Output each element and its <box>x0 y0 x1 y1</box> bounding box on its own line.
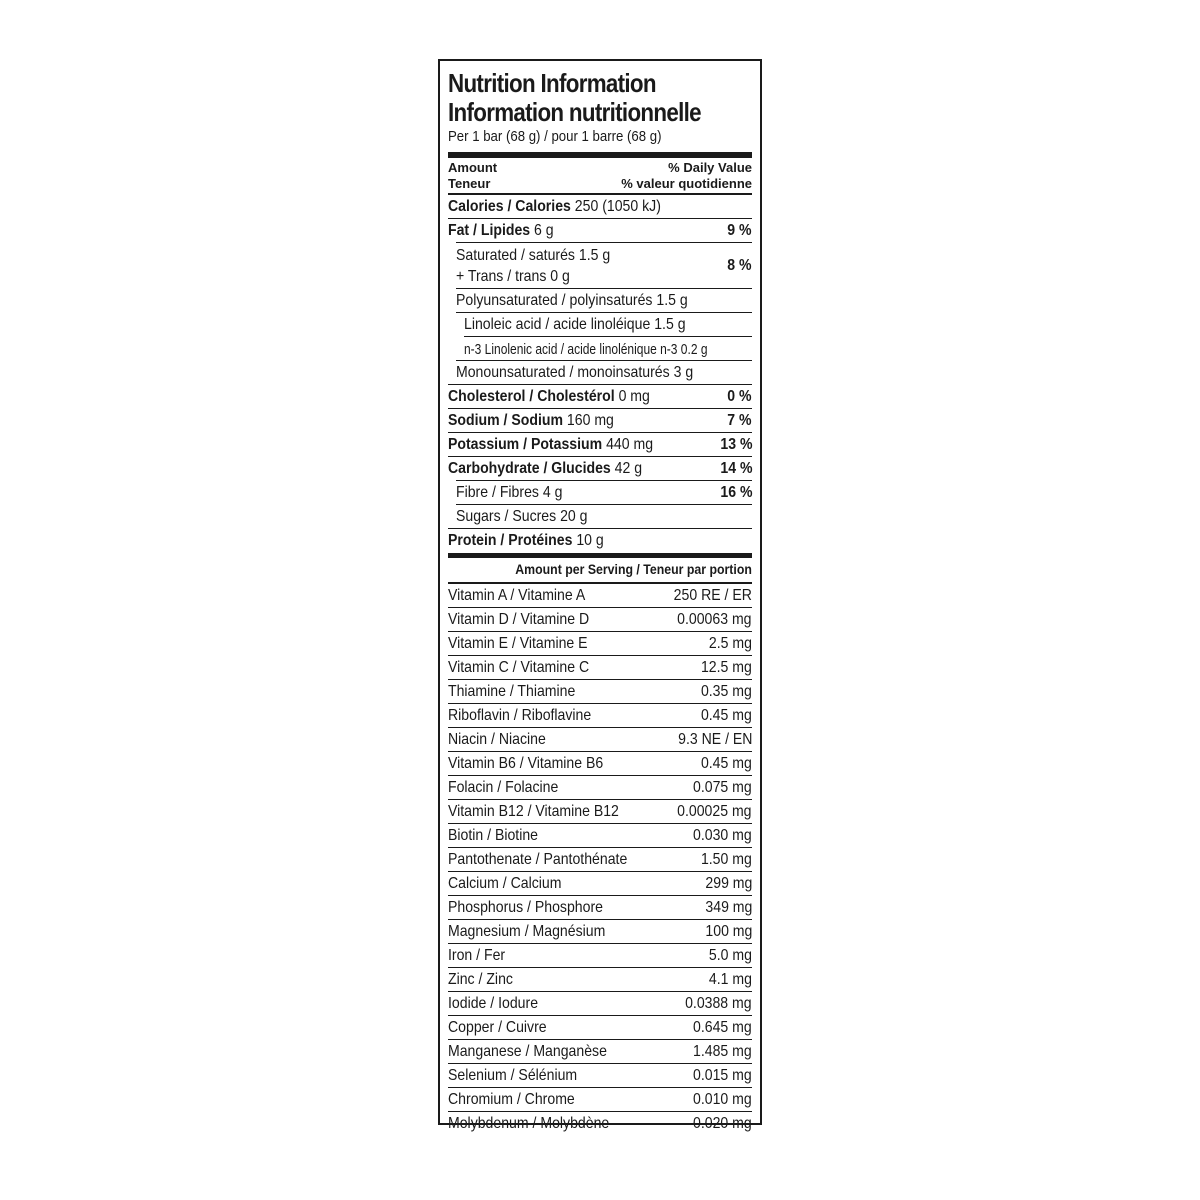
vitamin-amount: 0.45 mg <box>701 706 752 724</box>
vitamin-name: Folacin / Folacine <box>448 778 559 796</box>
title-french: Information nutritionnelle <box>448 97 701 127</box>
sodium-label: Sodium / Sodium <box>448 411 563 429</box>
mineral-row <box>448 872 752 896</box>
mineral-amount: 100 mg <box>705 922 752 940</box>
saturated-percent: 8 % <box>727 257 752 274</box>
vitamin-row <box>448 584 752 608</box>
mineral-name: Copper / Cuivre <box>448 1018 547 1036</box>
nutrition-facts-label <box>438 59 762 1132</box>
vitamin-row <box>448 824 752 848</box>
potassium-label: Potassium / Potassium <box>448 435 603 453</box>
vitamin-amount: 0.030 mg <box>693 826 752 844</box>
mineral-row <box>448 944 752 968</box>
carbohydrate-percent: 14 % <box>719 460 752 477</box>
vitamin-row <box>448 728 752 752</box>
fat-row <box>448 219 752 243</box>
mineral-amount: 0.010 mg <box>693 1090 752 1108</box>
fibre-percent: 16 % <box>719 484 752 501</box>
mineral-name: Selenium / Sélénium <box>448 1066 578 1084</box>
potassium-percent: 13 % <box>719 435 752 453</box>
sodium-row <box>448 409 752 433</box>
vitamin-amount: 9.3 NE / EN <box>677 730 752 748</box>
vitamin-name: Vitamin A / Vitamine A <box>448 586 586 604</box>
vitamin-row <box>448 704 752 728</box>
carbohydrate-value: 42 g <box>614 460 643 477</box>
vitamin-name: Niacin / Niacine <box>448 730 546 748</box>
protein-value: 10 g <box>576 532 604 549</box>
vitamin-name: Vitamin B6 / Vitamine B6 <box>448 754 604 772</box>
vitamin-amount: 0.35 mg <box>701 682 752 700</box>
vitamin-list <box>448 584 752 1136</box>
vitamin-amount: 2.5 mg <box>708 634 752 652</box>
vitamin-name: Pantothenate / Pantothénate <box>448 850 628 868</box>
mineral-row <box>448 920 752 944</box>
teneur-label: Teneur <box>448 176 491 191</box>
cholesterol-label: Cholesterol / Cholestérol <box>448 387 615 405</box>
linolenic-row <box>448 337 752 361</box>
fat-percent: 9 % <box>727 222 752 239</box>
mineral-name: Chromium / Chrome <box>448 1090 575 1108</box>
vitamin-name: Biotin / Biotine <box>448 826 539 844</box>
mineral-amount: 4.1 mg <box>708 970 752 988</box>
mineral-name: Phosphorus / Phosphore <box>448 898 603 916</box>
mineral-name: Zinc / Zinc <box>448 970 513 988</box>
mineral-amount: 1.485 mg <box>693 1042 752 1060</box>
vitamin-name: Vitamin B12 / Vitamine B12 <box>448 802 619 820</box>
calories-value: 250 (1050 kJ) <box>574 197 661 215</box>
fat-label: Fat / Lipides <box>448 222 531 239</box>
cholesterol-percent: 0 % <box>727 387 752 405</box>
linolenic-label: n-3 Linolenic acid / acide linolénique n-3 0.2 g <box>464 340 708 358</box>
linoleic-row <box>448 313 752 337</box>
cholesterol-row <box>448 385 752 409</box>
mineral-amount: 0.020 mg <box>693 1115 752 1132</box>
mineral-amount: 5.0 mg <box>708 946 752 964</box>
calories-label: Calories / Calories <box>448 197 571 215</box>
protein-label: Protein / Protéines <box>448 532 573 549</box>
saturated-label: Saturated / saturés 1.5 g <box>456 247 611 264</box>
vitamin-name: Thiamine / Thiamine <box>448 682 576 700</box>
linoleic-label: Linoleic acid / acide linoléique 1.5 g <box>464 316 686 333</box>
mineral-amount: 0.645 mg <box>693 1018 752 1036</box>
vitamin-amount: 1.50 mg <box>701 850 752 868</box>
mineral-name: Molybdenum / Molybdène <box>448 1115 610 1132</box>
daily-value-label: % Daily Value <box>668 160 752 175</box>
amount-per-serving-header <box>448 558 752 584</box>
vitamin-row <box>448 656 752 680</box>
sugars-row <box>448 505 752 529</box>
mineral-amount: 0.015 mg <box>693 1066 752 1084</box>
mineral-name: Manganese / Manganèse <box>448 1042 607 1060</box>
calories-row <box>448 195 752 219</box>
serving-size: Per 1 bar (68 g) / pour 1 barre (68 g) <box>448 128 662 145</box>
monounsaturated-row <box>448 361 752 385</box>
fibre-row <box>448 481 752 505</box>
potassium-value: 440 mg <box>606 435 654 453</box>
carbohydrate-label: Carbohydrate / Glucides <box>448 460 611 477</box>
fibre-label: Fibre / Fibres 4 g <box>456 484 563 501</box>
vitamin-row <box>448 680 752 704</box>
vitamin-amount: 250 RE / ER <box>673 586 752 604</box>
mineral-name: Magnesium / Magnésium <box>448 922 606 940</box>
vitamin-name: Vitamin D / Vitamine D <box>448 610 590 628</box>
mineral-row <box>448 968 752 992</box>
potassium-row <box>448 433 752 457</box>
vitamin-amount: 0.00025 mg <box>677 802 752 820</box>
vitamin-row <box>448 776 752 800</box>
mineral-name: Iodide / Iodure <box>448 994 539 1012</box>
mineral-row <box>448 896 752 920</box>
column-header <box>448 158 752 195</box>
vitamin-row <box>448 608 752 632</box>
sodium-value: 160 mg <box>566 411 614 429</box>
amount-label: Amount <box>448 160 498 175</box>
title-english: Nutrition Information <box>448 68 656 98</box>
vitamin-amount: 12.5 mg <box>701 658 752 676</box>
vitamin-name: Riboflavin / Riboflavine <box>448 706 592 724</box>
vitamin-amount: 0.075 mg <box>693 778 752 796</box>
sugars-label: Sugars / Sucres 20 g <box>456 507 588 525</box>
trans-label: + Trans / trans 0 g <box>456 268 570 285</box>
amount-per-serving-label: Amount per Serving / Teneur par portion <box>515 561 752 577</box>
sodium-percent: 7 % <box>727 411 752 429</box>
vitamin-name: Vitamin C / Vitamine C <box>448 658 590 676</box>
cholesterol-value: 0 mg <box>618 387 650 405</box>
vitamin-row <box>448 632 752 656</box>
carbohydrate-row <box>448 457 752 481</box>
mineral-row <box>448 1112 752 1136</box>
vitamin-amount: 0.45 mg <box>701 754 752 772</box>
vitamin-row <box>448 848 752 872</box>
mineral-name: Calcium / Calcium <box>448 874 562 892</box>
mineral-amount: 349 mg <box>705 898 752 916</box>
vitamin-amount: 0.00063 mg <box>677 610 752 628</box>
mineral-row <box>448 1064 752 1088</box>
mineral-row <box>448 1016 752 1040</box>
fat-value: 6 g <box>534 222 554 239</box>
polyunsaturated-label: Polyunsaturated / polyinsaturés 1.5 g <box>456 292 688 309</box>
mineral-row <box>448 992 752 1016</box>
mineral-amount: 0.0388 mg <box>685 994 752 1012</box>
mineral-amount: 299 mg <box>705 874 752 892</box>
mineral-name: Iron / Fer <box>448 946 506 964</box>
mineral-row <box>448 1088 752 1112</box>
saturated-row <box>448 243 752 289</box>
polyunsaturated-row <box>448 289 752 313</box>
valeur-quotidienne-label: % valeur quotidienne <box>621 176 752 191</box>
vitamin-row <box>448 800 752 824</box>
protein-row <box>448 529 752 553</box>
vitamin-name: Vitamin E / Vitamine E <box>448 634 588 652</box>
vitamin-row <box>448 752 752 776</box>
mineral-row <box>448 1040 752 1064</box>
monounsaturated-label: Monounsaturated / monoinsaturés 3 g <box>456 363 694 381</box>
